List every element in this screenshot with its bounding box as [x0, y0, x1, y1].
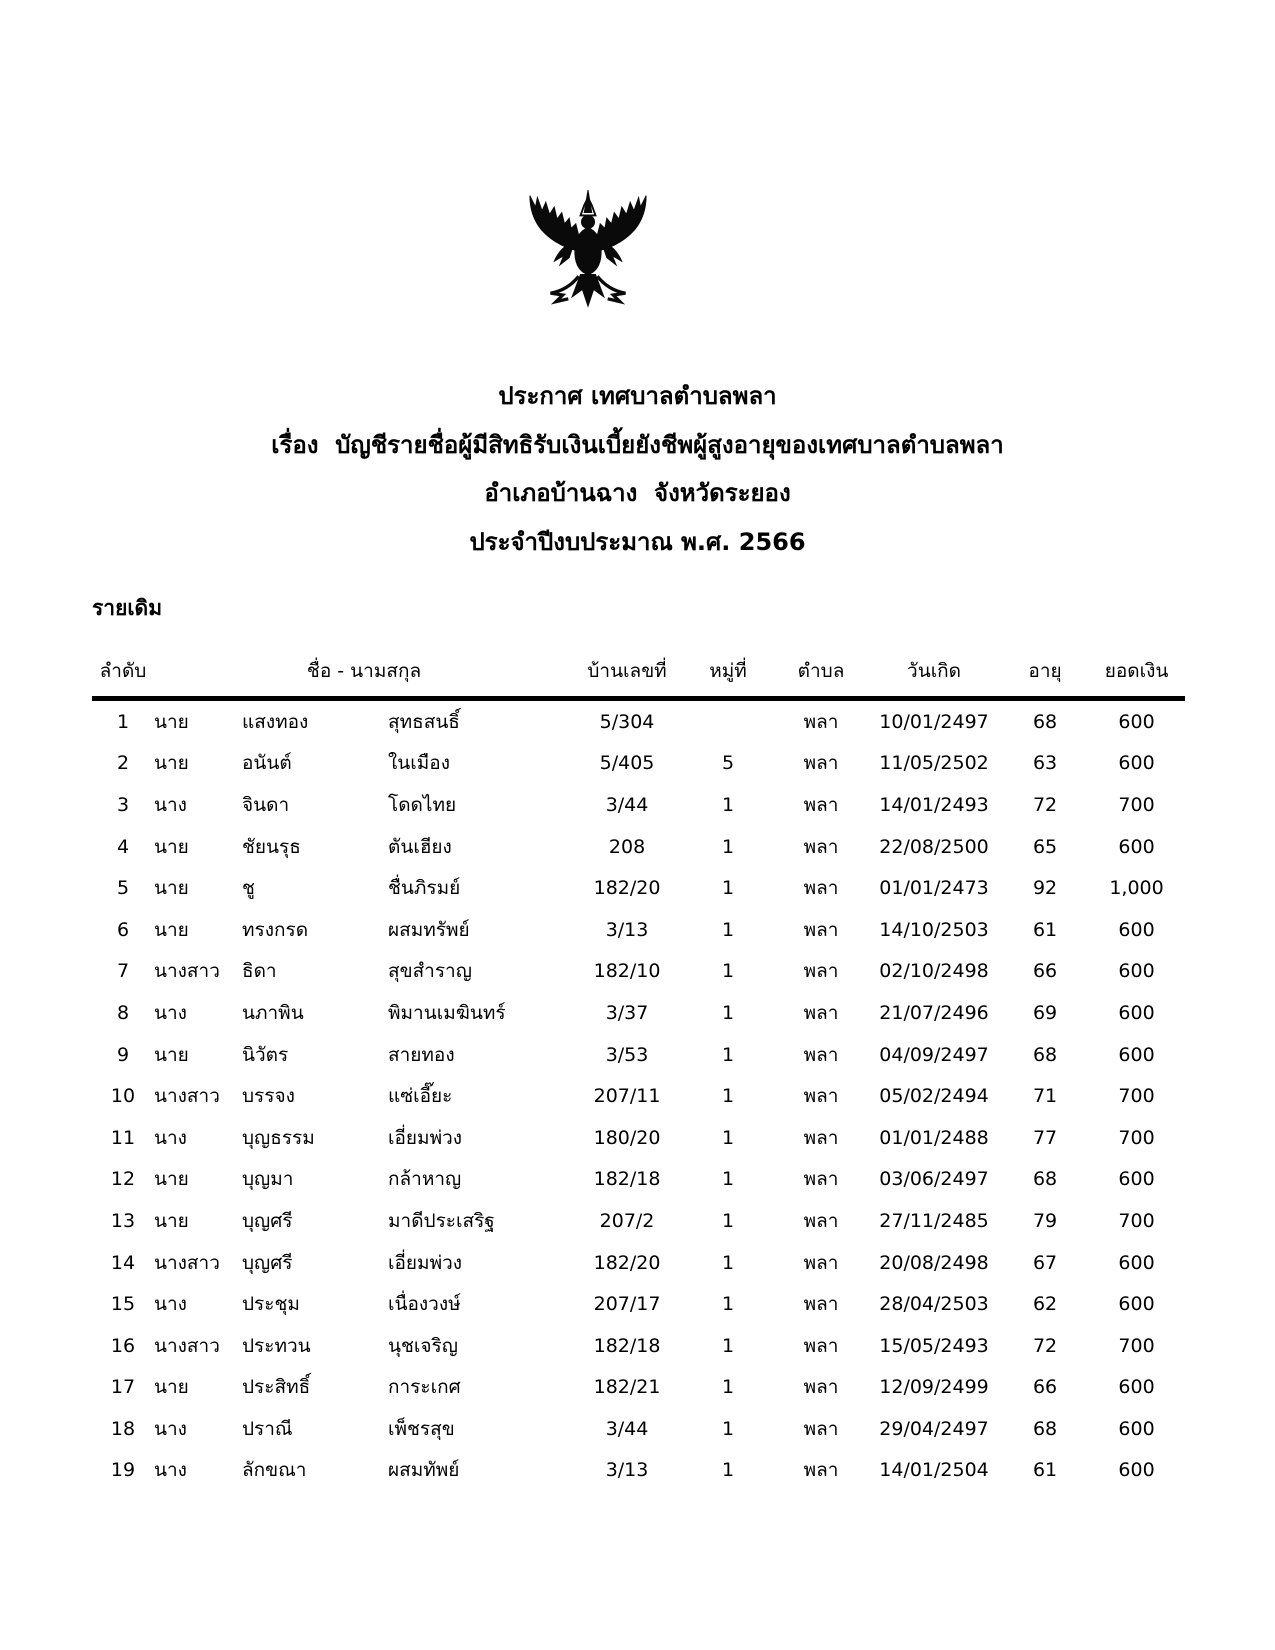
- cell-amount: 700: [1118, 1085, 1155, 1108]
- cell-first-name: อนันต์: [242, 752, 292, 775]
- cell-tambon: พลา: [803, 1001, 839, 1024]
- cell-first-name: ปราณี: [242, 1417, 293, 1440]
- cell-age: 61: [1032, 1459, 1058, 1482]
- cell-birthdate: 10/01/2497: [879, 710, 989, 733]
- cell-index: 4: [116, 835, 130, 858]
- cell-amount: 700: [1118, 793, 1155, 816]
- cell-tambon: พลา: [803, 793, 839, 816]
- cell-title-prefix: นาง: [154, 1126, 187, 1149]
- table-row: [92, 1408, 1185, 1450]
- cell-amount: 600: [1118, 710, 1155, 733]
- cell-house-no: 3/53: [605, 1043, 649, 1066]
- cell-moo: 1: [721, 835, 735, 858]
- cell-birthdate: 12/09/2499: [879, 1376, 989, 1399]
- announcement-subject: เรื่อง บัญชีรายชื่อผู้มีสิทธิรับเงินเบี้ยยังชีพผู้สูงอายุของเทศบาลตำบลพลา: [271, 430, 1004, 459]
- cell-age: 61: [1032, 918, 1058, 941]
- cell-moo: 1: [721, 918, 735, 941]
- cell-index: 6: [116, 918, 130, 941]
- cell-first-name: บุญศรี: [242, 1209, 293, 1232]
- cell-house-no: 3/37: [605, 1001, 649, 1024]
- cell-birthdate: 14/10/2503: [879, 918, 989, 941]
- cell-last-name: เพ็ชรสุข: [388, 1417, 455, 1440]
- cell-first-name: ลักขณา: [242, 1459, 307, 1482]
- cell-index: 8: [116, 1001, 130, 1024]
- cell-birthdate: 02/10/2498: [879, 960, 989, 983]
- section-label: รายเดิม: [92, 596, 163, 620]
- cell-amount: 600: [1118, 1376, 1155, 1399]
- table-row: [92, 909, 1185, 951]
- cell-moo: 1: [721, 1334, 735, 1357]
- cell-last-name: กล้าหาญ: [388, 1168, 462, 1191]
- cell-age: 71: [1032, 1085, 1058, 1108]
- cell-tambon: พลา: [803, 1334, 839, 1357]
- cell-age: 92: [1032, 877, 1058, 900]
- cell-amount: 700: [1118, 1126, 1155, 1149]
- cell-tambon: พลา: [803, 1376, 839, 1399]
- cell-index: 19: [110, 1459, 136, 1482]
- cell-house-no: 182/20: [593, 1251, 661, 1274]
- cell-house-no: 3/44: [605, 793, 649, 816]
- cell-age: 69: [1032, 1001, 1058, 1024]
- cell-first-name: บุญธรรม: [242, 1126, 315, 1149]
- col-header-tambon: ตำบล: [776, 634, 866, 699]
- cell-index: 7: [116, 960, 130, 983]
- cell-tambon: พลา: [803, 960, 839, 983]
- cell-moo: 5: [721, 752, 735, 775]
- cell-house-no: 207/11: [593, 1085, 661, 1108]
- cell-moo: 1: [721, 1251, 735, 1274]
- table-row: [92, 1283, 1185, 1325]
- cell-title-prefix: นางสาว: [154, 1251, 220, 1274]
- cell-last-name: ในเมือง: [388, 752, 450, 775]
- cell-tambon: พลา: [803, 918, 839, 941]
- cell-house-no: 5/304: [599, 710, 655, 733]
- cell-house-no: 207/2: [599, 1209, 655, 1232]
- table-row: [92, 992, 1185, 1034]
- cell-title-prefix: นาง: [154, 793, 187, 816]
- cell-amount: 600: [1118, 752, 1155, 775]
- cell-title-prefix: นาย: [154, 752, 189, 775]
- cell-birthdate: 01/01/2488: [879, 1126, 989, 1149]
- cell-birthdate: 22/08/2500: [879, 835, 989, 858]
- col-header-amount: ยอดเงิน: [1088, 634, 1185, 699]
- col-header-age: อายุ: [1002, 634, 1088, 699]
- cell-index: 5: [116, 877, 130, 900]
- cell-house-no: 182/10: [593, 960, 661, 983]
- cell-last-name: เอี่ยมพ่วง: [388, 1251, 463, 1274]
- cell-first-name: ทรงกรด: [242, 918, 309, 941]
- cell-first-name: ประชุม: [242, 1293, 300, 1316]
- cell-first-name: บุญศรี: [242, 1251, 293, 1274]
- cell-moo: [680, 699, 776, 743]
- cell-title-prefix: นาย: [154, 1043, 189, 1066]
- cell-age: 66: [1032, 1376, 1058, 1399]
- cell-last-name: นุชเจริญ: [388, 1334, 458, 1357]
- cell-amount: 600: [1118, 1417, 1155, 1440]
- cell-moo: 1: [721, 793, 735, 816]
- cell-tambon: พลา: [803, 710, 839, 733]
- cell-first-name: ชัยนรุธ: [242, 835, 301, 858]
- table-row: [92, 784, 1185, 826]
- cell-age: 65: [1032, 835, 1058, 858]
- cell-age: 79: [1032, 1209, 1058, 1232]
- cell-tambon: พลา: [803, 1126, 839, 1149]
- cell-amount: 600: [1118, 835, 1155, 858]
- table-body: [92, 699, 1185, 1492]
- cell-title-prefix: นาย: [154, 877, 189, 900]
- cell-birthdate: 11/05/2502: [879, 752, 989, 775]
- table-row: [92, 1117, 1185, 1159]
- cell-age: 72: [1032, 793, 1058, 816]
- cell-age: 68: [1032, 1168, 1058, 1191]
- cell-moo: 1: [721, 960, 735, 983]
- cell-moo: 1: [721, 877, 735, 900]
- cell-first-name: บรรจง: [242, 1085, 295, 1108]
- cell-birthdate: 04/09/2497: [879, 1043, 989, 1066]
- cell-first-name: นภาพิน: [242, 1001, 304, 1024]
- cell-birthdate: 14/01/2504: [879, 1459, 989, 1482]
- cell-house-no: 208: [608, 835, 646, 858]
- cell-amount: 600: [1118, 1001, 1155, 1024]
- cell-age: 67: [1032, 1251, 1058, 1274]
- cell-amount: 600: [1118, 1168, 1155, 1191]
- table-row: [92, 1200, 1185, 1242]
- cell-last-name: โดดไทย: [388, 793, 457, 816]
- cell-birthdate: 01/01/2473: [879, 877, 989, 900]
- cell-age: 68: [1032, 1043, 1058, 1066]
- table-row: [92, 1159, 1185, 1201]
- cell-house-no: 180/20: [593, 1126, 661, 1149]
- beneficiary-table: [92, 634, 1185, 1491]
- cell-title-prefix: นางสาว: [154, 960, 220, 983]
- table-row: [92, 699, 1185, 743]
- cell-age: 77: [1032, 1126, 1058, 1149]
- cell-tambon: พลา: [803, 835, 839, 858]
- cell-index: 3: [116, 793, 130, 816]
- cell-amount: 600: [1118, 918, 1155, 941]
- cell-moo: 1: [721, 1043, 735, 1066]
- cell-title-prefix: นาย: [154, 710, 189, 733]
- cell-house-no: 5/405: [599, 752, 655, 775]
- cell-birthdate: 28/04/2503: [879, 1293, 989, 1316]
- cell-index: 1: [116, 710, 130, 733]
- cell-tambon: พลา: [803, 1043, 839, 1066]
- cell-title-prefix: นาง: [154, 1417, 187, 1440]
- table-row: [92, 1450, 1185, 1492]
- cell-last-name: สุทธสนธิ์: [388, 710, 460, 733]
- cell-amount: 600: [1118, 1251, 1155, 1274]
- cell-house-no: 182/21: [593, 1376, 661, 1399]
- cell-last-name: เนื่องวงษ์: [388, 1293, 461, 1316]
- cell-first-name: ประสิทธิ์: [242, 1376, 311, 1399]
- cell-title-prefix: นาง: [154, 1001, 187, 1024]
- cell-tambon: พลา: [803, 752, 839, 775]
- cell-house-no: 182/18: [593, 1334, 661, 1357]
- col-header-name: ชื่อ - นามสกุล: [154, 634, 574, 699]
- table-row: [92, 1325, 1185, 1367]
- table-row: [92, 1367, 1185, 1409]
- cell-moo: 1: [721, 1085, 735, 1108]
- cell-last-name: เอี่ยมพ่วง: [388, 1126, 463, 1149]
- cell-birthdate: 05/02/2494: [879, 1085, 989, 1108]
- table-row: [92, 1034, 1185, 1076]
- cell-tambon: พลา: [803, 1085, 839, 1108]
- garuda-emblem-icon: [513, 178, 663, 354]
- cell-birthdate: 27/11/2485: [879, 1209, 989, 1232]
- cell-age: 66: [1032, 960, 1058, 983]
- col-header-birthdate: วันเกิด: [866, 634, 1002, 699]
- cell-amount: 600: [1118, 960, 1155, 983]
- table-row: [92, 867, 1185, 909]
- cell-last-name: ผสมทัพย์: [388, 1459, 460, 1482]
- cell-moo: 1: [721, 1126, 735, 1149]
- cell-moo: 1: [721, 1459, 735, 1482]
- cell-amount: 600: [1118, 1043, 1155, 1066]
- cell-title-prefix: นางสาว: [154, 1085, 220, 1108]
- cell-house-no: 3/13: [605, 1459, 649, 1482]
- cell-title-prefix: นางสาว: [154, 1334, 220, 1357]
- cell-tambon: พลา: [803, 1209, 839, 1232]
- cell-first-name: บุญมา: [242, 1168, 294, 1191]
- cell-title-prefix: นาง: [154, 1459, 187, 1482]
- cell-house-no: 3/44: [605, 1417, 649, 1440]
- cell-index: 16: [110, 1334, 136, 1357]
- cell-age: 72: [1032, 1334, 1058, 1357]
- col-header-house-no: บ้านเลขที่: [574, 634, 680, 699]
- cell-age: 62: [1032, 1293, 1058, 1316]
- cell-first-name: นิวัตร: [242, 1043, 289, 1066]
- cell-index: 18: [110, 1417, 136, 1440]
- cell-moo: 1: [721, 1376, 735, 1399]
- title-block: [0, 372, 1275, 566]
- cell-amount: 1,000: [1109, 877, 1164, 900]
- cell-index: 10: [110, 1085, 136, 1108]
- cell-first-name: ธิดา: [242, 960, 277, 983]
- cell-index: 15: [110, 1293, 136, 1316]
- cell-birthdate: 20/08/2498: [879, 1251, 989, 1274]
- cell-amount: 600: [1118, 1293, 1155, 1316]
- cell-birthdate: 03/06/2497: [879, 1168, 989, 1191]
- cell-moo: 1: [721, 1417, 735, 1440]
- cell-house-no: 207/17: [593, 1293, 661, 1316]
- cell-age: 63: [1032, 752, 1058, 775]
- cell-index: 17: [110, 1376, 136, 1399]
- cell-last-name: สายทอง: [388, 1043, 455, 1066]
- cell-moo: 1: [721, 1168, 735, 1191]
- cell-last-name: พิมานเมฆินทร์: [388, 1001, 506, 1024]
- cell-birthdate: 15/05/2493: [879, 1334, 989, 1357]
- cell-title-prefix: นาย: [154, 1209, 189, 1232]
- cell-tambon: พลา: [803, 1417, 839, 1440]
- announcement-district-province: อำเภอบ้านฉาง จังหวัดระยอง: [484, 479, 791, 507]
- cell-first-name: จินดา: [242, 793, 290, 816]
- table-row: [92, 1242, 1185, 1284]
- cell-birthdate: 14/01/2493: [879, 793, 989, 816]
- cell-amount: 600: [1118, 1459, 1155, 1482]
- table-row: [92, 1075, 1185, 1117]
- announcement-fiscal-year: ประจำปีงบประมาณ พ.ศ. 2566: [469, 527, 806, 556]
- col-header-index: ลำดับ: [92, 634, 154, 699]
- table-row: [92, 826, 1185, 868]
- cell-title-prefix: นาง: [154, 1293, 187, 1316]
- cell-index: 11: [110, 1126, 136, 1149]
- table-header-row: [92, 634, 1185, 699]
- cell-tambon: พลา: [803, 1459, 839, 1482]
- cell-tambon: พลา: [803, 1293, 839, 1316]
- cell-last-name: ชื่นภิรมย์: [388, 877, 461, 900]
- cell-house-no: 182/18: [593, 1168, 661, 1191]
- cell-index: 12: [110, 1168, 136, 1191]
- cell-moo: 1: [721, 1001, 735, 1024]
- cell-first-name: ประทวน: [242, 1334, 311, 1357]
- cell-birthdate: 29/04/2497: [879, 1417, 989, 1440]
- cell-moo: 1: [721, 1209, 735, 1232]
- cell-birthdate: 21/07/2496: [879, 1001, 989, 1024]
- cell-tambon: พลา: [803, 1251, 839, 1274]
- cell-first-name: ชู: [242, 877, 255, 900]
- cell-tambon: พลา: [803, 1168, 839, 1191]
- cell-last-name: ผสมทรัพย์: [388, 918, 470, 941]
- cell-age: 68: [1032, 710, 1058, 733]
- cell-last-name: สุขสำราญ: [388, 960, 472, 983]
- cell-amount: 700: [1118, 1334, 1155, 1357]
- cell-title-prefix: นาย: [154, 918, 189, 941]
- table-row: [92, 951, 1185, 993]
- table-row: [92, 743, 1185, 785]
- cell-tambon: พลา: [803, 877, 839, 900]
- cell-house-no: 3/13: [605, 918, 649, 941]
- announcement-title: ประกาศ เทศบาลตำบลพลา: [498, 382, 777, 410]
- cell-age: 68: [1032, 1417, 1058, 1440]
- cell-house-no: 182/20: [593, 877, 661, 900]
- cell-index: 2: [116, 752, 130, 775]
- col-header-moo: หมู่ที่: [680, 634, 776, 699]
- cell-last-name: แซ่เอี๊ยะ: [388, 1085, 453, 1108]
- cell-index: 14: [110, 1251, 136, 1274]
- cell-title-prefix: นาย: [154, 835, 189, 858]
- cell-index: 13: [110, 1209, 136, 1232]
- cell-last-name: ตันเฮียง: [388, 835, 452, 858]
- cell-title-prefix: นาย: [154, 1168, 189, 1191]
- cell-moo: 1: [721, 1293, 735, 1316]
- cell-first-name: แสงทอง: [242, 710, 309, 733]
- cell-index: 9: [116, 1043, 130, 1066]
- cell-title-prefix: นาย: [154, 1376, 189, 1399]
- cell-last-name: มาดีประเสริฐ: [388, 1209, 495, 1232]
- cell-amount: 700: [1118, 1209, 1155, 1232]
- cell-last-name: การะเกศ: [388, 1376, 461, 1399]
